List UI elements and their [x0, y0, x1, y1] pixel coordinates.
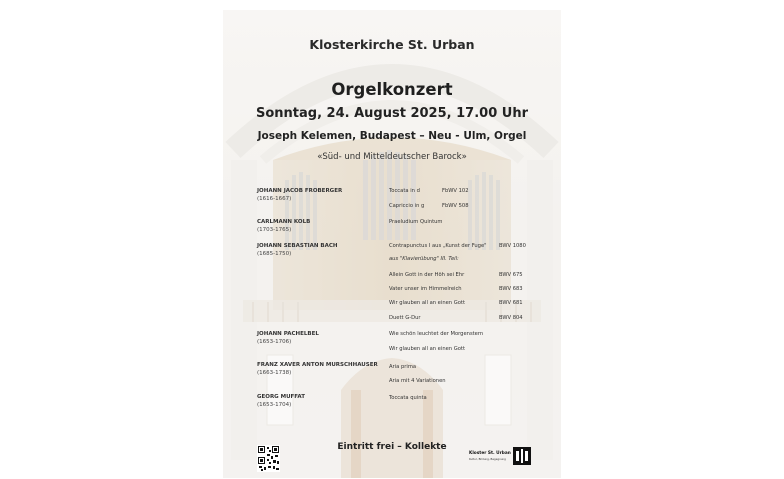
- work-catalog: BWV 675: [499, 272, 523, 278]
- program-theme: «Süd- und Mitteldeutscher Barock»: [317, 152, 467, 162]
- kloster-logo: [469, 447, 535, 465]
- composer-name: FRANZ XAVER ANTON MURSCHHAUSER: [257, 362, 378, 368]
- concert-poster: [223, 10, 561, 478]
- work-title: Contrapunctus I aus „Kunst der Fuge": [389, 243, 487, 249]
- composer-years: (1653-1704): [257, 402, 292, 408]
- admission-note: Eintritt frei – Kollekte: [337, 442, 447, 452]
- work-catalog: BWV 804: [499, 315, 523, 321]
- composer-name: JOHANN SEBASTIAN BACH: [257, 243, 338, 249]
- composer-years: (1703-1765): [257, 227, 292, 233]
- work-title: aus "Klavierübung" III. Teil:: [389, 256, 459, 262]
- work-title: Vater unser im Himmelreich: [389, 286, 462, 292]
- composer-years: (1685-1750): [257, 251, 292, 257]
- work-title: Allein Gott in der Höh sei Ehr: [389, 272, 465, 278]
- composer-years: (1663-1738): [257, 370, 292, 376]
- performer: Joseph Kelemen, Budapest – Neu - Ulm, Orgel: [257, 130, 527, 142]
- work-catalog: BWV 1080: [499, 243, 526, 249]
- composer-years: (1653-1706): [257, 339, 292, 345]
- work-catalog: FbWV 102: [442, 188, 469, 194]
- work-title: Aria prima: [389, 364, 417, 370]
- work-catalog: BWV 683: [499, 286, 523, 292]
- qr-code-icon[interactable]: [257, 445, 280, 472]
- event-date: Sonntag, 24. August 2025, 17.00 Uhr: [256, 106, 528, 121]
- logo-title: Kloster St. Urban: [469, 451, 511, 456]
- work-title: Praeludium Quintum: [389, 219, 443, 225]
- work-catalog: FbWV 508: [442, 203, 469, 209]
- composer-name: JOHANN JACOB FROBERGER: [257, 188, 343, 194]
- work-title: Toccata quinta: [389, 395, 427, 401]
- work-title: Wir glauben all an einen Gott: [389, 300, 465, 306]
- work-title: Capriccio in g: [389, 203, 425, 209]
- composer-name: GEORG MUFFAT: [257, 394, 306, 400]
- event-title: Orgelkonzert: [331, 80, 453, 99]
- work-title: Wir glauben all an einen Gott: [389, 346, 465, 352]
- logo-subtitle: Kultur, Bildung, Begegnung: [469, 457, 506, 461]
- work-title: Toccata in d: [389, 188, 420, 194]
- work-title: Aria mit 4 Variationen: [389, 378, 446, 384]
- work-catalog: BWV 681: [499, 300, 523, 306]
- kloster-logo-icon: [513, 447, 531, 465]
- work-title: Duett G-Dur: [389, 315, 421, 321]
- composer-name: CARLMANN KOLB: [257, 219, 311, 225]
- composer-name: JOHANN PACHELBEL: [257, 331, 319, 337]
- work-title: Wie schön leuchtet der Morgenstern: [389, 331, 484, 337]
- church-name: Klosterkirche St. Urban: [309, 37, 475, 52]
- composer-years: (1616-1667): [257, 196, 292, 202]
